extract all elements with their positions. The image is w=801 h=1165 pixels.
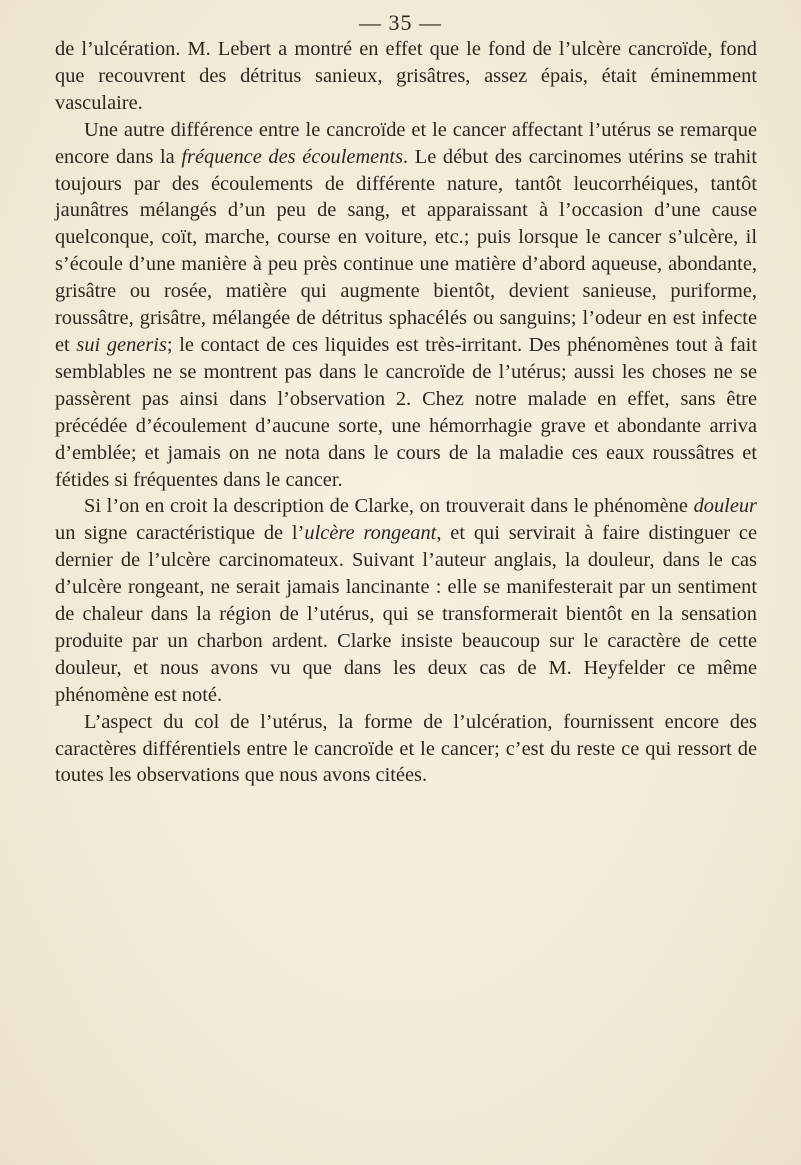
text-run: Une autre différence entre le cancroïde et le cancer affectant l’utérus se remarque encore dans la: [55, 118, 757, 168]
italic-run: fréquence des écoulements: [181, 145, 404, 168]
paragraph-4: [55, 709, 757, 790]
text-run: de l’ulcération. M. Lebert a montré en effet que le fond de l’ulcère cancroïde, fond que recouvrent des détritus sanieux, grisâtres, assez épais, était éminemment vasculaire.: [55, 38, 757, 114]
text-run: . Le début des carcinomes utérins se trahit toujours par des écoulements de différente nature, tantôt leucorrhéiques, tantôt jaunâtres mélangés d’un peu de sang, et apparaissant à l’occasion d’une cause quelconque, coït, marche, course en voiture, etc.; puis lorsque le cancer s’ulcère, il s’écoule d’une manière à peu près continue une matière d’abord aqueuse, abondante, grisâtre ou rosée, matière qui augmente bientôt, devient sanieuse, puriforme, roussâtre, grisâtre, mélangée de détritus sphacélés ou sanguins; l’odeur en est infecte et: [55, 145, 758, 356]
text-run: , et qui servirait à faire distinguer ce dernier de l’ulcère carcinomateux. Suivant l’auteur anglais, la douleur, dans le cas d’ulcère rongeant, ne serait jamais lancinante : elle se manifesterait par un sentiment de chaleur dans la région de l’utérus, qui se transformerait bientôt en la sensation produite par un charbon ardent. Clarke insiste beaucoup sur le caractère de cette douleur, et nous avons vu que dans les deux cas de M. Heyfelder ce même phénomène est noté.: [55, 522, 757, 706]
text-run: un signe caractéristique de l’: [55, 522, 305, 545]
text-run: L’aspect du col de l’utérus, la forme de l’ulcération, fournissent encore des caractères différentiels entre le cancroïde et le cancer; c’est du reste ce qui ressort de toutes les observations que nous avons citées.: [55, 710, 757, 787]
text-run: Si l’on en croit la description de Clarke, on trouverait dans le phénomène: [84, 495, 694, 518]
paragraph-3: [55, 493, 757, 708]
italic-run: douleur: [693, 495, 757, 518]
italic-run: sui generis: [76, 333, 167, 356]
page-number: — 35 —: [359, 10, 442, 35]
paragraph-1: [55, 36, 757, 117]
italic-run: ulcère rongeant: [304, 522, 437, 545]
body-text: [55, 36, 757, 789]
text-run: ; le contact de ces liquides est très-irritant. Des phénomènes tout à fait semblables ne se montrent pas dans le cancroïde de l’utérus; aussi les choses ne se passèrent pas ainsi dans l’observation 2. Chez notre malade en effet, sans être précédée d’écoulement d’aucune sorte, une hémorrhagie grave et abondante arriva d’emblée; et jamais on ne nota dans le cours de la maladie ces eaux roussâtres et fétides si fréquentes dans le cancer.: [55, 333, 757, 491]
paragraph-2: [55, 117, 757, 494]
